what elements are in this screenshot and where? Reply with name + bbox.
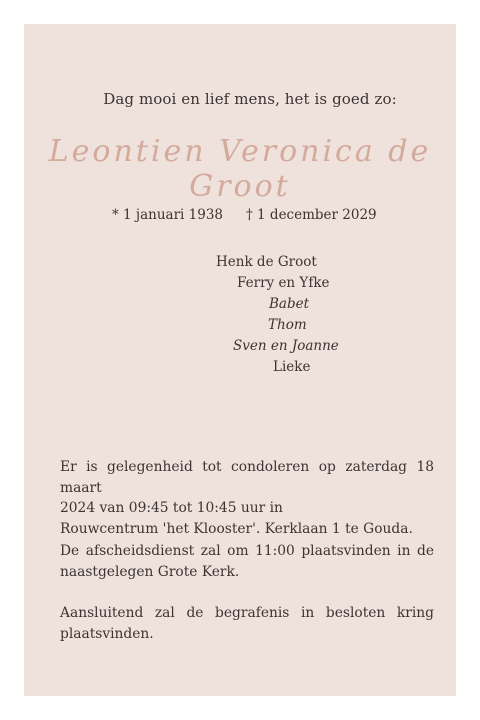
family-member: Lieke	[273, 359, 311, 375]
family-member: Ferry en Yfke	[237, 275, 330, 291]
deceased-name: Leontien Veronica de Groot	[48, 134, 432, 204]
paragraph-line: Aansluitend zal de begrafenis in besloten kring	[60, 605, 434, 621]
paragraph-line: De afscheidsdienst zal om 11:00 plaatsvinden in de	[60, 543, 434, 559]
death-date: † 1 december 2029	[246, 207, 377, 223]
service-paragraph	[60, 541, 434, 582]
family-member: Henk de Groot	[216, 254, 317, 270]
memorial-card	[24, 24, 456, 696]
intro-text: Dag mooi en lief mens, het is goed zo:	[103, 90, 397, 108]
burial-paragraph	[60, 603, 434, 644]
condolence-paragraph	[60, 457, 434, 539]
paragraph-line: Er is gelegenheid tot condoleren op zaterdag 18 maart	[60, 459, 434, 496]
family-member: Sven en Joanne	[233, 338, 339, 354]
paragraph-line: plaatsvinden.	[60, 625, 154, 642]
paragraph-line: 2024 van 09:45 tot 10:45 uur in	[60, 500, 283, 516]
paragraph-line: naastgelegen Grote Kerk.	[60, 563, 240, 580]
family-member: Babet	[269, 296, 310, 312]
family-member: Thom	[268, 317, 307, 333]
birth-date: * 1 januari 1938	[112, 207, 224, 223]
paragraph-line: Rouwcentrum 'het Klooster'. Kerklaan 1 te Gouda.	[60, 520, 413, 537]
